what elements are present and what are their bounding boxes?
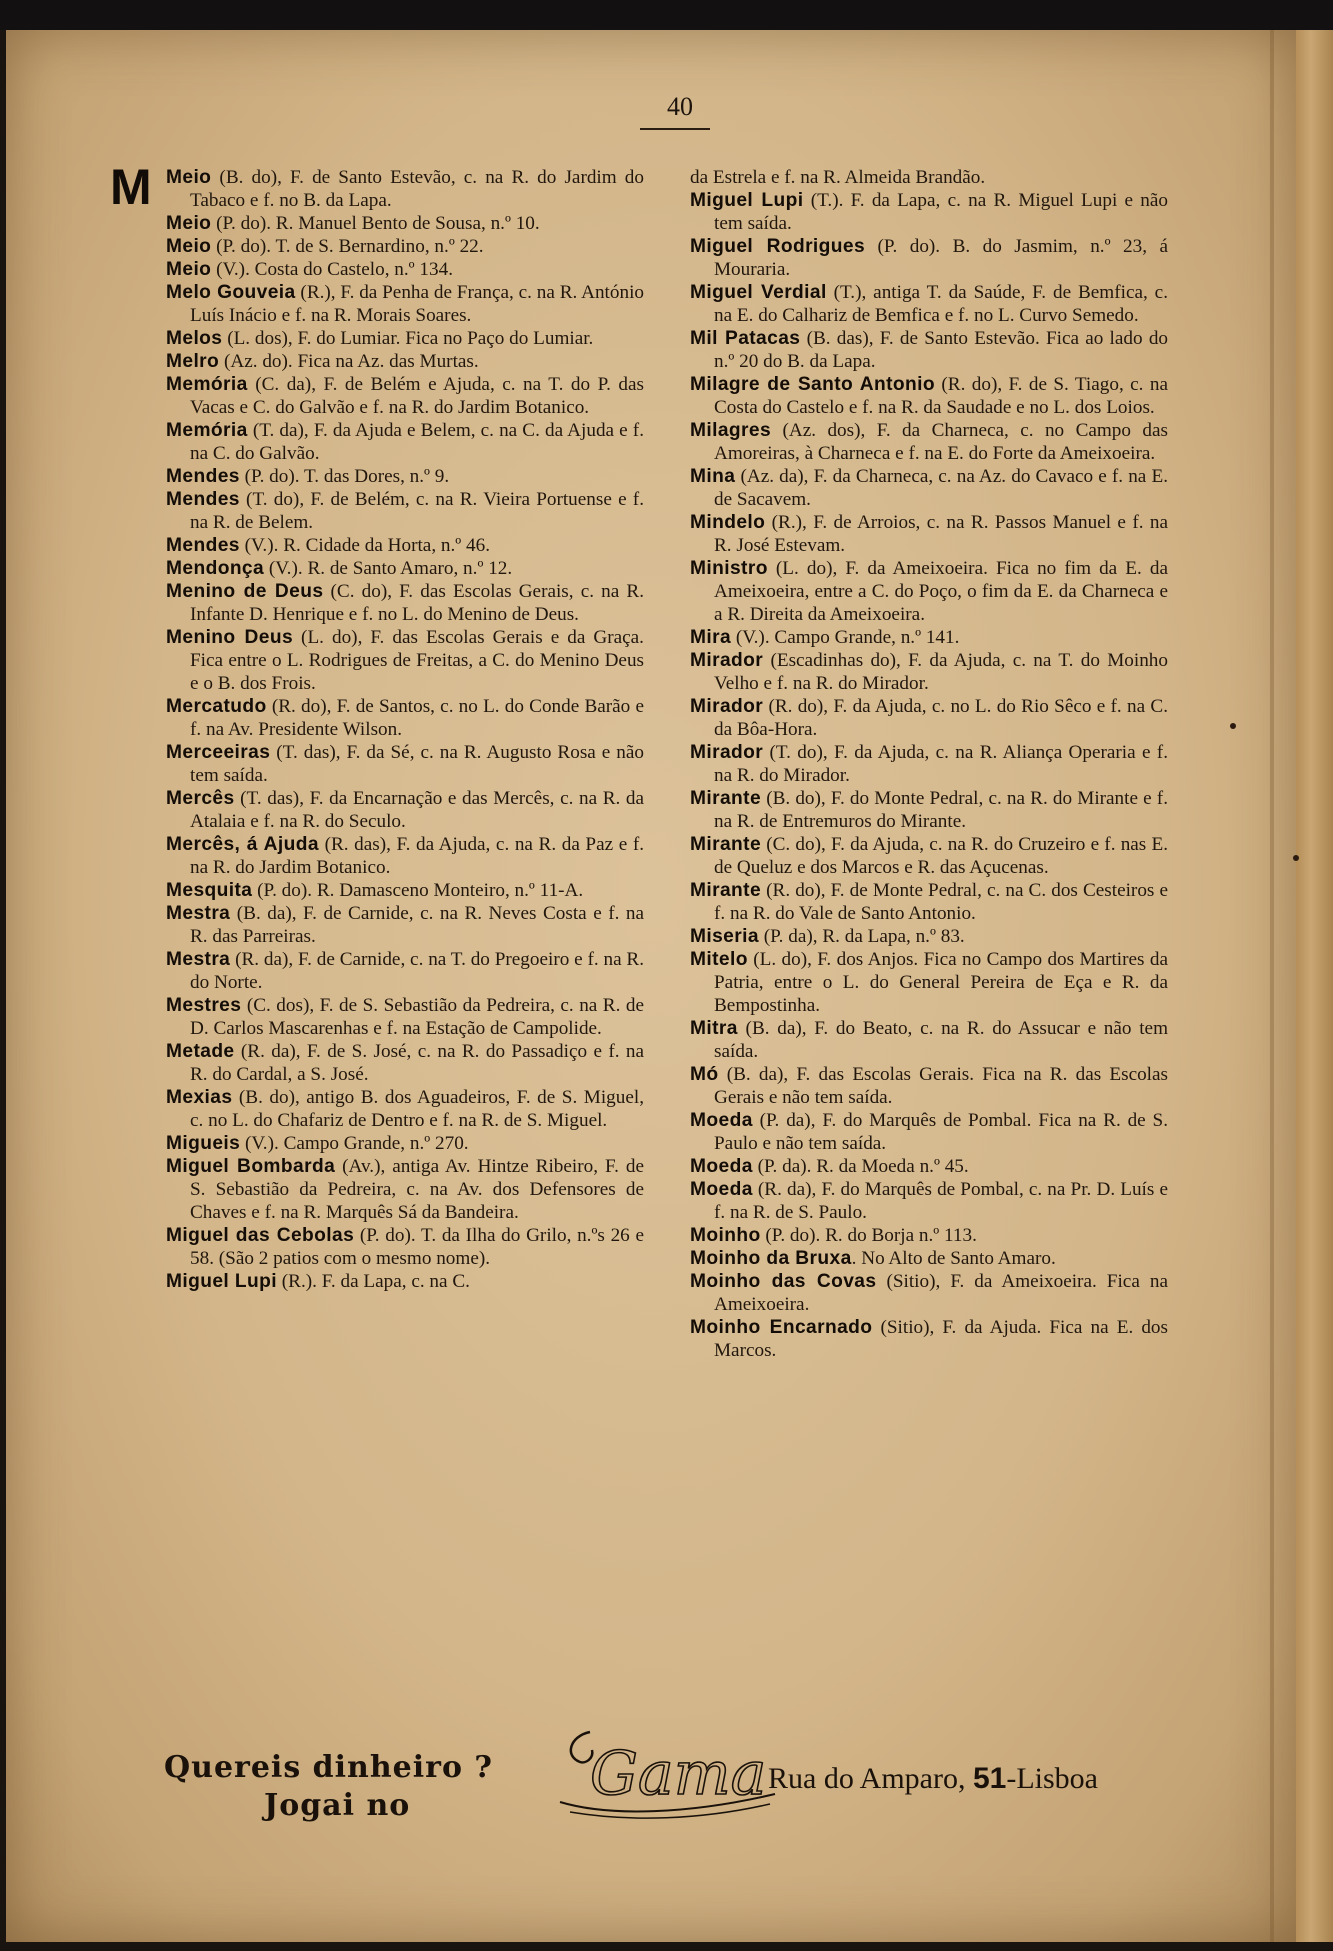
entry [166, 166, 644, 212]
entry-headword: Moeda [690, 1179, 753, 1200]
entry-text: (Az. do). Fica na Az. das Murtas. [219, 351, 479, 372]
entry-text: (Sitio), F. da Ajuda. Fica na E. dos Marcos. [714, 1317, 1168, 1361]
entry-headword: Melo Gouveia [166, 282, 296, 303]
scan-dark-border [0, 0, 1333, 30]
entry [690, 1270, 1168, 1316]
entry [166, 833, 644, 879]
entry-text: (T. da), F. da Ajuda e Belem, c. na C. da Ajuda e f. na C. do Galvão. [190, 420, 644, 464]
entry-text: (L. do), F. das Escolas Gerais e da Graça. Fica entre o L. Rodrigues de Freitas, a C. do Menino Deus e o B. dos Frois. [190, 627, 644, 694]
entry [166, 695, 644, 741]
entry-text: (P. do). R. Manuel Bento de Sousa, n.º 10. [211, 213, 540, 234]
entry-text: (R. da), F. de Carnide, c. na T. do Pregoeiro e f. na R. do Norte. [190, 949, 644, 993]
entry [166, 465, 644, 488]
entry [166, 235, 644, 258]
entry-text: (V.). Campo Grande, n.º 141. [731, 627, 960, 648]
entry-headword: Moinho da Bruxa [690, 1248, 852, 1269]
left-column [166, 166, 644, 1293]
entry-headword: Mirador [690, 696, 764, 717]
entry-text: (V.). R. de Santo Amaro, n.º 12. [264, 558, 513, 579]
entry-headword: Mexias [166, 1087, 233, 1108]
gama-logo [550, 1722, 780, 1822]
entry [166, 948, 644, 994]
entry [690, 166, 1168, 189]
entry-text: (R. da), F. de S. José, c. na R. do Passadiço e f. na R. do Cardal, a S. José. [190, 1041, 644, 1085]
entry-headword: Miseria [690, 926, 759, 947]
entry [166, 994, 644, 1040]
entry-text: (B. das), F. de Santo Estevão. Fica ao lado do n.º 20 do B. da Lapa. [714, 328, 1169, 372]
entry-headword: Mestres [166, 995, 242, 1016]
entry [690, 419, 1168, 465]
entry [690, 626, 1168, 649]
entry-headword: Miguel Lupi [690, 190, 804, 211]
entry-headword: Mestra [166, 903, 231, 924]
margin-mark [1293, 855, 1299, 861]
entry [690, 557, 1168, 626]
entry-headword: Mindelo [690, 512, 766, 533]
entry-headword: Mirante [690, 788, 762, 809]
entry-text: (V.). Campo Grande, n.º 270. [240, 1133, 469, 1154]
entry [690, 879, 1168, 925]
entry-text: (T.). F. da Lapa, c. na R. Miguel Lupi e não tem saída. [714, 190, 1169, 234]
entry-headword: Metade [166, 1041, 235, 1062]
entry-text: (R. do), F. de S. Tiago, c. na Costa do Castelo e f. na R. da Saudade e no L. dos Loios. [714, 374, 1168, 418]
entry-headword: Menino Deus [166, 627, 294, 648]
entry-headword: Miguel Verdial [690, 282, 827, 303]
entry-text: (Escadinhas do), F. da Ajuda, c. na T. do Moinho Velho e f. na R. do Mirador. [714, 650, 1168, 694]
entry-text: (L. dos), F. do Lumiar. Fica no Paço do Lumiar. [222, 328, 594, 349]
entry-headword: Miguel Lupi [166, 1271, 277, 1292]
entry [690, 373, 1168, 419]
entry [690, 741, 1168, 787]
entry [690, 695, 1168, 741]
entry-text: (T. do), F. da Ajuda, c. na R. Aliança Operaria e f. na R. do Mirador. [714, 742, 1168, 786]
entry-headword: Memória [166, 420, 248, 441]
entry [166, 787, 644, 833]
entry-headword: Mesquita [166, 880, 253, 901]
entry [690, 511, 1168, 557]
entry-headword: Mercês [166, 788, 235, 809]
entry-text: (T.), antiga T. da Saúde, F. de Bemfica, c. na E. do Calhariz de Bemfica e f. no L. Curvo Semedo. [714, 282, 1168, 326]
entry [690, 649, 1168, 695]
entry [166, 741, 644, 787]
entry-headword: Mó [690, 1064, 719, 1085]
entry-text: (R. do), F. de Santos, c. no L. do Conde Barão e f. na Av. Presidente Wilson. [190, 696, 644, 740]
entry-text: (B. da), F. das Escolas Gerais. Fica na R. das Escolas Gerais e não tem saída. [714, 1064, 1168, 1108]
entry [690, 1109, 1168, 1155]
entry-text: (P. do). B. do Jasmim, n.º 23, á Mouraria. [714, 236, 1168, 280]
entry-headword: Moeda [690, 1156, 753, 1177]
entry [166, 488, 644, 534]
entry-text: (Sitio), F. da Ameixoeira. Fica na Ameixoeira. [714, 1271, 1168, 1315]
entry-headword: Meio [166, 236, 212, 257]
entry-headword: Memória [166, 374, 248, 395]
entry-text: (V.). R. Cidade da Horta, n.º 46. [239, 535, 491, 556]
gama-logo-text: Gama [590, 1739, 767, 1809]
entry [166, 580, 644, 626]
entry-headword: Meio [166, 213, 212, 234]
entry-text: (B. do), F. do Monte Pedral, c. na R. do Mirante e f. na R. de Entremuros do Mirante. [714, 788, 1168, 832]
entry [166, 281, 644, 327]
entry-text: (Az. dos), F. da Charneca, c. no Campo das Amoreiras, à Charneca e f. na E. do Forte da Ameixoeira. [714, 420, 1168, 464]
page-number-rule [640, 128, 710, 130]
entry-headword: Mendes [166, 535, 240, 556]
entry [690, 787, 1168, 833]
entry-text: (P. da), R. da Lapa, n.º 83. [758, 926, 965, 947]
entry-headword: Melro [166, 351, 220, 372]
section-letter: M [110, 159, 152, 215]
entry-headword: Mercês, á Ajuda [166, 834, 319, 855]
entry [690, 948, 1168, 1017]
entry-headword: Milagre de Santo Antonio [690, 374, 935, 395]
page-fold-shadow [1270, 30, 1274, 1942]
entry [690, 1063, 1168, 1109]
entry-text: (R.), F. de Arroios, c. na R. Passos Manuel e f. na R. José Estevam. [714, 512, 1168, 556]
entry [166, 534, 644, 557]
entry [690, 465, 1168, 511]
adjacent-page-edge [1296, 30, 1333, 1942]
entry-headword: Mira [690, 627, 732, 648]
entry [166, 1132, 644, 1155]
entry [166, 557, 644, 580]
entry [690, 327, 1168, 373]
margin-mark [1230, 723, 1236, 729]
entry [166, 419, 644, 465]
entry-text: . No Alto de Santo Amaro. [851, 1248, 1056, 1269]
entry-headword: Moinho [690, 1225, 761, 1246]
entry-headword: Menino de Deus [166, 581, 324, 602]
entry [166, 350, 644, 373]
entry-headword: Meio [166, 259, 212, 280]
advert-line-2: Jogai no [264, 1788, 411, 1823]
entry-text: (Az. da), F. da Charneca, c. na Az. do Cavaco e f. na E. de Sacavem. [714, 466, 1168, 510]
entry-headword: Moinho Encarnado [690, 1317, 873, 1338]
entry-headword: Mirador [690, 742, 764, 763]
entry-text: (B. da), F. do Beato, c. na R. do Assucar e não tem saída. [714, 1018, 1168, 1062]
entry-text: (P. da), F. do Marquês de Pombal. Fica na R. de S. Paulo e não tem saída. [714, 1110, 1168, 1154]
entry-text: (P. da). R. da Moeda n.º 45. [752, 1156, 969, 1177]
entry [166, 1270, 644, 1293]
entry-text: (C. dos), F. de S. Sebastião da Pedreira, c. na R. de D. Carlos Mascarenhas e f. na Estação de Campolide. [190, 995, 644, 1039]
page-number: 40 [667, 92, 693, 121]
entry [166, 373, 644, 419]
entry-headword: Mendes [166, 466, 240, 487]
entry-text: (C. do), F. das Escolas Gerais, c. na R. Infante D. Henrique e f. no L. do Menino de Deus. [190, 581, 644, 625]
entry-text: (Av.), antiga Av. Hintze Ribeiro, F. de S. Sebastião da Pedreira, c. na Av. dos Defensores de Chaves e f. na R. Marquês Sá da Bandeira. [190, 1156, 644, 1223]
entry-headword: Miguel Rodrigues [690, 236, 866, 257]
entry [166, 1040, 644, 1086]
entry [690, 1247, 1168, 1270]
entry [166, 1155, 644, 1224]
entry-headword: Ministro [690, 558, 768, 579]
entry [166, 327, 644, 350]
entry-text: (P. do). R. do Borja n.º 113. [760, 1225, 977, 1246]
entry-text: (R. do), F. de Monte Pedral, c. na C. dos Cesteiros e f. na R. do Vale de Santo Antonio. [714, 880, 1168, 924]
entry-headword: Milagres [690, 420, 772, 441]
entry-text: (B. do), F. de Santo Estevão, c. na R. do Jardim do Tabaco e f. no B. da Lapa. [190, 167, 644, 211]
entry-text: (T. do), F. de Belém, c. na R. Vieira Portuense e f. na R. de Belem. [190, 489, 644, 533]
entry [166, 902, 644, 948]
entry-headword: Mitelo [690, 949, 748, 970]
entry [690, 235, 1168, 281]
advert-address: Rua do Amparo, 51-Lisboa [768, 1762, 1098, 1795]
entry-text: (B. do), antigo B. dos Aguadeiros, F. de S. Miguel, c. no L. do Chafariz de Dentro e f. na R. de S. Miguel. [190, 1087, 644, 1131]
entry-text: (L. do), F. da Ameixoeira. Fica no fim da E. da Ameixoeira, entre a C. do Poço, o fim da E. da Charneca e a R. Direita da Ameixoeira. [714, 558, 1168, 625]
entry-headword: Mestra [166, 949, 231, 970]
entry [166, 1224, 644, 1270]
entry-text: (C. do), F. da Ajuda, c. na R. do Cruzeiro e f. nas E. de Queluz e dos Marcos e R. das Açucenas. [714, 834, 1168, 878]
entry-headword: Meio [166, 167, 212, 188]
entry-text: (T. das), F. da Sé, c. na R. Augusto Rosa e não tem saída. [190, 742, 644, 786]
entry-headword: Mendes [166, 489, 240, 510]
entry-headword: Mirante [690, 834, 762, 855]
entry-headword: Merceeiras [166, 742, 271, 763]
entry-headword: Mirador [690, 650, 764, 671]
entry-text: (P. do). R. Damasceno Monteiro, n.º 11-A. [252, 880, 584, 901]
entry-headword: Mirante [690, 880, 762, 901]
entry [166, 258, 644, 281]
entry [166, 879, 644, 902]
entry-text: (P. do). T. de S. Bernardino, n.º 22. [211, 236, 484, 257]
entry-headword: Moinho das Covas [690, 1271, 877, 1292]
entry-headword: Migueis [166, 1133, 241, 1154]
entry [166, 212, 644, 235]
entry-text: (R. das), F. da Ajuda, c. na R. da Paz e f. na R. do Jardim Botanico. [190, 834, 645, 878]
right-column [690, 166, 1168, 1362]
entry-headword: Mercatudo [166, 696, 267, 717]
entry [690, 1224, 1168, 1247]
entry [690, 281, 1168, 327]
entry-headword: Mil Patacas [690, 328, 801, 349]
entry-headword: Miguel das Cebolas [166, 1225, 355, 1246]
entry [690, 1316, 1168, 1362]
entry-headword: Mina [690, 466, 736, 487]
entry-text: (B. da), F. de Carnide, c. na R. Neves Costa e f. na R. das Parreiras. [190, 903, 644, 947]
entry-text: (R. da), F. do Marquês de Pombal, c. na Pr. D. Luís e f. na R. de S. Paulo. [714, 1179, 1168, 1223]
footer-advertisement [160, 1722, 1170, 1822]
entry-text: (R. do), F. da Ajuda, c. no L. do Rio Sêco e f. na C. da Bôa-Hora. [714, 696, 1168, 740]
entry-headword: Mendonça [166, 558, 265, 579]
entry-text: da Estrela e f. na R. Almeida Brandão. [690, 167, 986, 188]
entry-headword: Mitra [690, 1018, 738, 1039]
entry-text: (R.). F. da Lapa, c. na C. [276, 1271, 470, 1292]
entry [690, 189, 1168, 235]
entry-headword: Miguel Bombarda [166, 1156, 336, 1177]
entry [166, 1086, 644, 1132]
entry-text: (C. da), F. de Belém e Ajuda, c. na T. do P. das Vacas e C. do Galvão e f. na R. do Jardim Botanico. [190, 374, 644, 418]
entry-headword: Moeda [690, 1110, 753, 1131]
advert-line-1: Quereis dinheiro ? [164, 1750, 493, 1785]
entry-text: (T. das), F. da Encarnação e das Mercês, c. na R. da Atalaia e f. na R. do Seculo. [190, 788, 644, 832]
entry [690, 1017, 1168, 1063]
entry [690, 1178, 1168, 1224]
entry-text: (V.). Costa do Castelo, n.º 134. [211, 259, 454, 280]
entry [690, 1155, 1168, 1178]
entry [690, 833, 1168, 879]
entry-headword: Melos [166, 328, 223, 349]
entry [166, 626, 644, 695]
entry-text: (L. do), F. dos Anjos. Fica no Campo dos Martires da Patria, entre o L. do General Pereira de Eça e R. da Bempostinha. [714, 949, 1168, 1016]
entry [690, 925, 1168, 948]
entry-text: (P. do). T. da Ilha do Grilo, n.ºs 26 e 58. (São 2 patios com o mesmo nome). [190, 1225, 644, 1269]
entry-text: (R.), F. da Penha de França, c. na R. António Luís Inácio e f. na R. Morais Soares. [190, 282, 644, 326]
entry-text: (P. do). T. das Dores, n.º 9. [239, 466, 450, 487]
